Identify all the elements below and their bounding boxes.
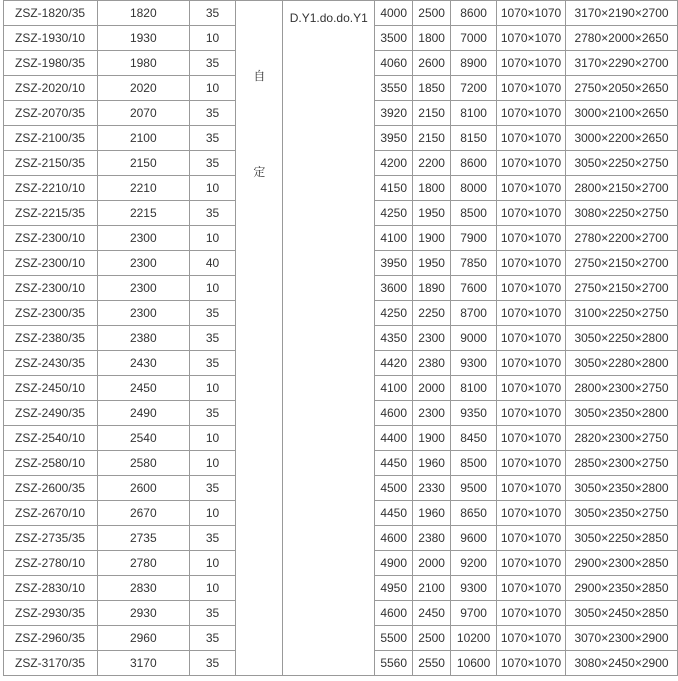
size-cell: 3050×2450×2850: [566, 601, 678, 626]
voltage-cell: 35: [189, 326, 236, 351]
weight-cell: 7000: [451, 26, 497, 51]
gauge-cell: 1070×1070: [497, 351, 566, 376]
capacity-cell: 2780: [97, 551, 189, 576]
voltage-cell: 35: [189, 101, 236, 126]
model-cell: ZSZ-2670/10: [4, 501, 98, 526]
voltage-cell: 10: [189, 276, 236, 301]
dim-b-cell: 1800: [413, 26, 451, 51]
voltage-cell: 35: [189, 626, 236, 651]
model-cell: ZSZ-2960/35: [4, 626, 98, 651]
model-cell: ZSZ-2540/10: [4, 426, 98, 451]
gauge-cell: 1070×1070: [497, 26, 566, 51]
model-cell: ZSZ-2600/35: [4, 476, 98, 501]
size-cell: 2780×2000×2650: [566, 26, 678, 51]
table-body: [4, 1, 678, 676]
gauge-cell: 1070×1070: [497, 651, 566, 676]
dim-a-cell: 3950: [375, 251, 413, 276]
size-cell: 3050×2350×2750: [566, 501, 678, 526]
capacity-cell: 2430: [97, 351, 189, 376]
gauge-cell: 1070×1070: [497, 326, 566, 351]
dim-a-cell: 3950: [375, 126, 413, 151]
weight-cell: 8700: [451, 301, 497, 326]
size-cell: 3170×2190×2700: [566, 1, 678, 26]
voltage-cell: 10: [189, 426, 236, 451]
size-cell: 3080×2450×2900: [566, 651, 678, 676]
weight-cell: 7200: [451, 76, 497, 101]
capacity-cell: 2490: [97, 401, 189, 426]
model-cell: ZSZ-2300/35: [4, 301, 98, 326]
voltage-cell: 35: [189, 51, 236, 76]
gauge-cell: 1070×1070: [497, 176, 566, 201]
gauge-cell: 1070×1070: [497, 526, 566, 551]
dim-a-cell: 4450: [375, 451, 413, 476]
size-cell: 3050×2350×2800: [566, 476, 678, 501]
dim-b-cell: 1960: [413, 451, 451, 476]
dim-b-cell: 1950: [413, 201, 451, 226]
gauge-cell: 1070×1070: [497, 51, 566, 76]
table-row: [4, 1, 678, 26]
merged-char-2: 定: [253, 165, 266, 179]
weight-cell: 8000: [451, 176, 497, 201]
gauge-cell: 1070×1070: [497, 601, 566, 626]
capacity-cell: 2150: [97, 151, 189, 176]
dim-b-cell: 1890: [413, 276, 451, 301]
dim-a-cell: 4420: [375, 351, 413, 376]
size-cell: 2800×2150×2700: [566, 176, 678, 201]
model-cell: ZSZ-1980/35: [4, 51, 98, 76]
dim-b-cell: 2000: [413, 551, 451, 576]
gauge-cell: 1070×1070: [497, 476, 566, 501]
dim-b-cell: 2200: [413, 151, 451, 176]
size-cell: 3000×2100×2650: [566, 101, 678, 126]
gauge-cell: 1070×1070: [497, 551, 566, 576]
voltage-cell: 10: [189, 26, 236, 51]
dim-b-cell: 1900: [413, 226, 451, 251]
voltage-cell: 35: [189, 651, 236, 676]
connection-label: D.Y1.do.do.Y1: [289, 11, 368, 25]
weight-cell: 8450: [451, 426, 497, 451]
weight-cell: 9200: [451, 551, 497, 576]
dim-b-cell: 2380: [413, 351, 451, 376]
dim-b-cell: 2300: [413, 401, 451, 426]
dim-b-cell: 2500: [413, 626, 451, 651]
capacity-cell: 2210: [97, 176, 189, 201]
voltage-cell: 10: [189, 576, 236, 601]
dim-b-cell: 1900: [413, 426, 451, 451]
weight-cell: 9000: [451, 326, 497, 351]
model-cell: ZSZ-2450/10: [4, 376, 98, 401]
dim-b-cell: 1950: [413, 251, 451, 276]
size-cell: 3050×2250×2850: [566, 526, 678, 551]
voltage-cell: 35: [189, 351, 236, 376]
merged-char-1: 自: [253, 69, 266, 83]
size-cell: 3100×2250×2750: [566, 301, 678, 326]
model-cell: ZSZ-2210/10: [4, 176, 98, 201]
size-cell: 3080×2250×2750: [566, 201, 678, 226]
dim-a-cell: 4200: [375, 151, 413, 176]
model-cell: ZSZ-2780/10: [4, 551, 98, 576]
model-cell: ZSZ-2100/35: [4, 126, 98, 151]
voltage-cell: 35: [189, 151, 236, 176]
size-cell: 2820×2300×2750: [566, 426, 678, 451]
dim-b-cell: 1800: [413, 176, 451, 201]
dim-b-cell: 2250: [413, 301, 451, 326]
voltage-cell: 35: [189, 526, 236, 551]
dim-a-cell: 4150: [375, 176, 413, 201]
size-cell: 3050×2250×2750: [566, 151, 678, 176]
capacity-cell: 2580: [97, 451, 189, 476]
capacity-cell: 2735: [97, 526, 189, 551]
dim-a-cell: 4900: [375, 551, 413, 576]
model-cell: ZSZ-2300/10: [4, 251, 98, 276]
merged-connection-cell: [283, 1, 375, 676]
gauge-cell: 1070×1070: [497, 76, 566, 101]
gauge-cell: 1070×1070: [497, 501, 566, 526]
dim-b-cell: 2000: [413, 376, 451, 401]
weight-cell: 8900: [451, 51, 497, 76]
voltage-cell: 10: [189, 451, 236, 476]
weight-cell: 7900: [451, 226, 497, 251]
voltage-cell: 10: [189, 76, 236, 101]
dim-b-cell: 1850: [413, 76, 451, 101]
voltage-cell: 35: [189, 126, 236, 151]
model-cell: ZSZ-2215/35: [4, 201, 98, 226]
gauge-cell: 1070×1070: [497, 626, 566, 651]
size-cell: 3050×2280×2800: [566, 351, 678, 376]
weight-cell: 9300: [451, 351, 497, 376]
size-cell: 2750×2150×2700: [566, 276, 678, 301]
weight-cell: 7850: [451, 251, 497, 276]
model-cell: ZSZ-2150/35: [4, 151, 98, 176]
model-cell: ZSZ-1820/35: [4, 1, 98, 26]
weight-cell: 9500: [451, 476, 497, 501]
weight-cell: 8100: [451, 101, 497, 126]
size-cell: 2750×2050×2650: [566, 76, 678, 101]
dim-a-cell: 5500: [375, 626, 413, 651]
dim-a-cell: 3920: [375, 101, 413, 126]
model-cell: ZSZ-2070/35: [4, 101, 98, 126]
weight-cell: 9700: [451, 601, 497, 626]
capacity-cell: 2300: [97, 301, 189, 326]
voltage-cell: 10: [189, 226, 236, 251]
dim-a-cell: 4400: [375, 426, 413, 451]
gauge-cell: 1070×1070: [497, 226, 566, 251]
dim-a-cell: 4500: [375, 476, 413, 501]
gauge-cell: 1070×1070: [497, 576, 566, 601]
capacity-cell: 2215: [97, 201, 189, 226]
model-cell: ZSZ-2380/35: [4, 326, 98, 351]
dim-a-cell: 4950: [375, 576, 413, 601]
dim-b-cell: 2600: [413, 51, 451, 76]
dim-b-cell: 2300: [413, 326, 451, 351]
capacity-cell: 1930: [97, 26, 189, 51]
capacity-cell: 2830: [97, 576, 189, 601]
capacity-cell: 2450: [97, 376, 189, 401]
gauge-cell: 1070×1070: [497, 426, 566, 451]
dim-b-cell: 2150: [413, 101, 451, 126]
capacity-cell: 2070: [97, 101, 189, 126]
model-cell: ZSZ-2735/35: [4, 526, 98, 551]
model-cell: ZSZ-2300/10: [4, 226, 98, 251]
size-cell: 2750×2150×2700: [566, 251, 678, 276]
dim-a-cell: 4100: [375, 226, 413, 251]
dim-a-cell: 4450: [375, 501, 413, 526]
gauge-cell: 1070×1070: [497, 276, 566, 301]
weight-cell: 8500: [451, 451, 497, 476]
transformer-spec-table: [3, 0, 678, 676]
dim-b-cell: 1960: [413, 501, 451, 526]
model-cell: ZSZ-2430/35: [4, 351, 98, 376]
dim-b-cell: 2550: [413, 651, 451, 676]
capacity-cell: 2540: [97, 426, 189, 451]
weight-cell: 9600: [451, 526, 497, 551]
model-cell: ZSZ-2020/10: [4, 76, 98, 101]
weight-cell: 8100: [451, 376, 497, 401]
weight-cell: 8600: [451, 1, 497, 26]
capacity-cell: 1980: [97, 51, 189, 76]
capacity-cell: 2020: [97, 76, 189, 101]
merged-type-cell: [236, 1, 283, 676]
dim-b-cell: 2100: [413, 576, 451, 601]
dim-a-cell: 4250: [375, 301, 413, 326]
model-cell: ZSZ-2300/10: [4, 276, 98, 301]
size-cell: 3050×2250×2800: [566, 326, 678, 351]
dim-a-cell: 4600: [375, 401, 413, 426]
weight-cell: 8600: [451, 151, 497, 176]
capacity-cell: 2670: [97, 501, 189, 526]
dim-a-cell: 4600: [375, 526, 413, 551]
voltage-cell: 40: [189, 251, 236, 276]
size-cell: 2850×2300×2750: [566, 451, 678, 476]
gauge-cell: 1070×1070: [497, 451, 566, 476]
voltage-cell: 35: [189, 476, 236, 501]
capacity-cell: 2300: [97, 251, 189, 276]
capacity-cell: 2960: [97, 626, 189, 651]
size-cell: 3170×2290×2700: [566, 51, 678, 76]
voltage-cell: 10: [189, 551, 236, 576]
dim-b-cell: 2330: [413, 476, 451, 501]
gauge-cell: 1070×1070: [497, 301, 566, 326]
dim-a-cell: 4100: [375, 376, 413, 401]
gauge-cell: 1070×1070: [497, 251, 566, 276]
dim-a-cell: 3500: [375, 26, 413, 51]
weight-cell: 8500: [451, 201, 497, 226]
voltage-cell: 35: [189, 301, 236, 326]
dim-a-cell: 4250: [375, 201, 413, 226]
dim-b-cell: 2450: [413, 601, 451, 626]
capacity-cell: 2600: [97, 476, 189, 501]
voltage-cell: 35: [189, 601, 236, 626]
model-cell: ZSZ-3170/35: [4, 651, 98, 676]
size-cell: 2780×2200×2700: [566, 226, 678, 251]
capacity-cell: 2300: [97, 226, 189, 251]
dim-a-cell: 4600: [375, 601, 413, 626]
voltage-cell: 10: [189, 501, 236, 526]
size-cell: 2800×2300×2750: [566, 376, 678, 401]
gauge-cell: 1070×1070: [497, 376, 566, 401]
size-cell: 3070×2300×2900: [566, 626, 678, 651]
dim-a-cell: 5560: [375, 651, 413, 676]
gauge-cell: 1070×1070: [497, 401, 566, 426]
voltage-cell: 10: [189, 176, 236, 201]
model-cell: ZSZ-2490/35: [4, 401, 98, 426]
dim-a-cell: 3550: [375, 76, 413, 101]
voltage-cell: 10: [189, 376, 236, 401]
weight-cell: 8150: [451, 126, 497, 151]
capacity-cell: 1820: [97, 1, 189, 26]
voltage-cell: 35: [189, 401, 236, 426]
weight-cell: 10200: [451, 626, 497, 651]
dim-b-cell: 2150: [413, 126, 451, 151]
dim-a-cell: 4000: [375, 1, 413, 26]
gauge-cell: 1070×1070: [497, 126, 566, 151]
capacity-cell: 2930: [97, 601, 189, 626]
model-cell: ZSZ-2830/10: [4, 576, 98, 601]
size-cell: 2900×2350×2850: [566, 576, 678, 601]
dim-b-cell: 2380: [413, 526, 451, 551]
weight-cell: 7600: [451, 276, 497, 301]
model-cell: ZSZ-1930/10: [4, 26, 98, 51]
weight-cell: 10600: [451, 651, 497, 676]
size-cell: 2900×2300×2850: [566, 551, 678, 576]
size-cell: 3050×2350×2800: [566, 401, 678, 426]
gauge-cell: 1070×1070: [497, 1, 566, 26]
capacity-cell: 2380: [97, 326, 189, 351]
dim-a-cell: 4060: [375, 51, 413, 76]
weight-cell: 8650: [451, 501, 497, 526]
model-cell: ZSZ-2930/35: [4, 601, 98, 626]
voltage-cell: 35: [189, 201, 236, 226]
dim-a-cell: 4350: [375, 326, 413, 351]
capacity-cell: 3170: [97, 651, 189, 676]
gauge-cell: 1070×1070: [497, 101, 566, 126]
capacity-cell: 2300: [97, 276, 189, 301]
model-cell: ZSZ-2580/10: [4, 451, 98, 476]
weight-cell: 9350: [451, 401, 497, 426]
gauge-cell: 1070×1070: [497, 201, 566, 226]
dim-a-cell: 3600: [375, 276, 413, 301]
capacity-cell: 2100: [97, 126, 189, 151]
voltage-cell: 35: [189, 1, 236, 26]
dim-b-cell: 2500: [413, 1, 451, 26]
weight-cell: 9300: [451, 576, 497, 601]
gauge-cell: 1070×1070: [497, 151, 566, 176]
size-cell: 3000×2200×2650: [566, 126, 678, 151]
